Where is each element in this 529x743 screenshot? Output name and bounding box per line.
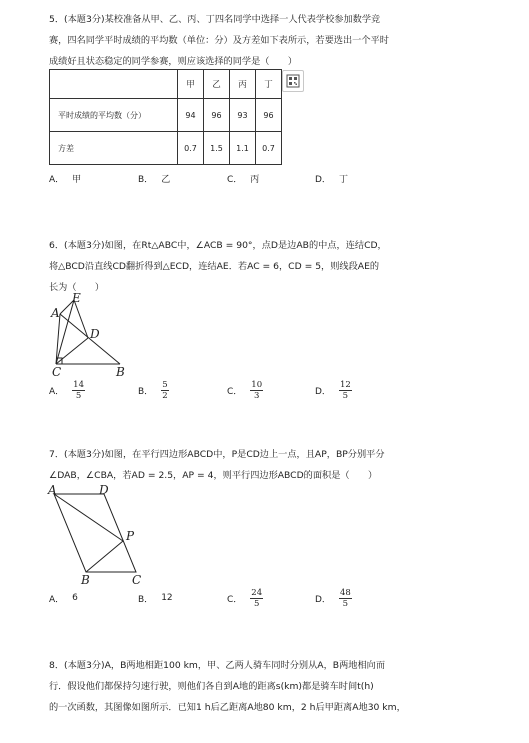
fraction <box>161 380 168 401</box>
table-cell: 方差 <box>50 132 178 165</box>
option-c[interactable] <box>227 378 263 402</box>
denominator: 3 <box>254 390 260 401</box>
table-cell: 1.5 <box>204 132 230 165</box>
question-8-line-1: 8．(本题3分)A，B两地相距100 km，甲、乙两人骑车同时分别从A，B两地相向而 <box>49 660 386 671</box>
table-header-cell <box>50 70 178 99</box>
option-b[interactable] <box>138 586 173 610</box>
label-c: C <box>52 365 62 378</box>
segment-bp <box>86 541 123 572</box>
question-8-line-2: 行．假设他们都保持匀速行驶，则他们各自到A地的距离s(km)都是骑车时间t(h) <box>49 681 374 692</box>
option-text: 12 <box>161 593 173 603</box>
question-6-options <box>49 378 409 402</box>
label-b: B <box>81 573 90 586</box>
option-key: C． <box>227 174 243 185</box>
question-6-line-3: 长为（ ） <box>49 282 105 293</box>
label-p: P <box>126 529 135 543</box>
table-header-cell: 乙 <box>204 70 230 99</box>
question-5-text <box>49 9 459 72</box>
option-a[interactable] <box>49 586 78 610</box>
label-a: A <box>48 484 57 497</box>
option-key: D． <box>315 594 331 605</box>
table-header-cell: 甲 <box>178 70 204 99</box>
qr-glyph-icon <box>286 74 300 88</box>
numerator: 12 <box>339 379 351 390</box>
table-header-cell: 丁 <box>256 70 282 99</box>
denominator: 5 <box>254 598 260 609</box>
option-text: 乙 <box>161 174 171 185</box>
option-c[interactable] <box>227 586 263 610</box>
option-c[interactable] <box>227 166 259 190</box>
option-key: B． <box>138 594 154 605</box>
label-b: B <box>116 365 125 378</box>
option-key: A． <box>49 594 65 605</box>
fraction <box>250 380 263 401</box>
table-cell: 96 <box>204 99 230 132</box>
option-d[interactable] <box>315 378 352 402</box>
numerator: 10 <box>251 379 263 390</box>
question-7-line-2: ∠DAB，∠CBA，若AD = 2.5，AP = 4，则平行四边形ABCD的面积是（ ） <box>49 470 378 481</box>
table-cell: 平时成绩的平均数（分） <box>50 99 178 132</box>
question-8-line-3: 的一次函数，其图像如图所示．已知1 h后乙距离A地80 km，2 h后甲距离A地30 km， <box>49 702 406 713</box>
qr-code-icon[interactable] <box>282 70 304 92</box>
denominator: 5 <box>342 598 349 609</box>
option-b[interactable] <box>138 378 169 402</box>
table-header-row <box>50 70 282 99</box>
question-6-line-2: 将△BCD沿直线CD翻折得到△ECD，连结AE．若AC = 6，CD = 5，则线段AE的 <box>49 261 380 272</box>
option-key: A． <box>49 386 65 397</box>
option-text: 丙 <box>250 174 260 185</box>
table-row <box>50 99 282 132</box>
figure-lines <box>56 300 120 364</box>
option-a[interactable] <box>49 166 81 190</box>
option-key: B． <box>138 386 154 397</box>
question-7-line-1: 7．(本题3分)如图，在平行四边形ABCD中，P是CD边上一点，且AP，BP分别平分 <box>49 449 385 460</box>
fraction <box>250 588 263 609</box>
option-key: B． <box>138 174 154 185</box>
question-7-figure <box>44 484 148 586</box>
question-5-line-1: 5．(本题3分)某校准备从甲、乙、丙、丁四名同学中选择一人代表学校参加数学竞 <box>49 14 381 25</box>
numerator: 5 <box>162 379 168 390</box>
scores-table <box>49 69 282 165</box>
denominator: 5 <box>342 390 349 401</box>
figure-lines <box>54 494 136 572</box>
option-key: C． <box>227 386 243 397</box>
table-cell: 93 <box>230 99 256 132</box>
segment-ap <box>54 494 123 541</box>
question-5-options <box>49 166 409 190</box>
question-6-line-1: 6．(本题3分)如图，在Rt△ABC中，∠ACB = 90°，点D是边AB的中点，连结CD， <box>49 240 387 251</box>
numerator: 48 <box>339 587 351 598</box>
table-cell: 96 <box>256 99 282 132</box>
label-e: E <box>72 292 81 305</box>
option-d[interactable] <box>315 166 348 190</box>
option-d[interactable] <box>315 586 352 610</box>
question-7-options <box>49 586 409 610</box>
numerator: 14 <box>73 379 84 390</box>
question-6-text <box>49 235 459 298</box>
table-header-cell: 丙 <box>230 70 256 99</box>
table-cell: 94 <box>178 99 204 132</box>
table-row <box>50 132 282 165</box>
denominator: 5 <box>75 390 82 401</box>
segment-cd <box>56 338 88 364</box>
question-6-figure <box>40 292 140 378</box>
option-key: A． <box>49 174 65 185</box>
question-5-line-3: 成绩好且状态稳定的同学参赛，则应该选择的同学是（ ） <box>49 56 298 67</box>
fraction <box>339 380 352 401</box>
label-a: A <box>51 306 60 320</box>
fraction <box>72 380 85 401</box>
question-7-text <box>49 444 459 486</box>
table-cell: 1.1 <box>230 132 256 165</box>
question-8-text <box>49 655 459 718</box>
table-cell: 0.7 <box>256 132 282 165</box>
option-key: D． <box>315 174 331 185</box>
fraction <box>339 588 352 609</box>
label-c: C <box>132 573 142 586</box>
table-cell: 0.7 <box>178 132 204 165</box>
option-key: C． <box>227 594 243 605</box>
label-d: D <box>99 484 109 497</box>
denominator: 2 <box>162 390 168 401</box>
parallelogram-abcd <box>54 494 136 572</box>
option-text: 丁 <box>338 174 348 185</box>
label-d: D <box>90 327 100 341</box>
option-text: 甲 <box>72 174 82 185</box>
option-key: D． <box>315 386 331 397</box>
option-b[interactable] <box>138 166 170 190</box>
option-text: 6 <box>72 593 78 603</box>
numerator: 24 <box>251 587 263 598</box>
segment-ed <box>74 300 88 338</box>
option-a[interactable] <box>49 378 85 402</box>
question-5-line-2: 赛，四名同学平时成绩的平均数（单位：分）及方差如下表所示，若要选出一个平时 <box>49 35 389 46</box>
